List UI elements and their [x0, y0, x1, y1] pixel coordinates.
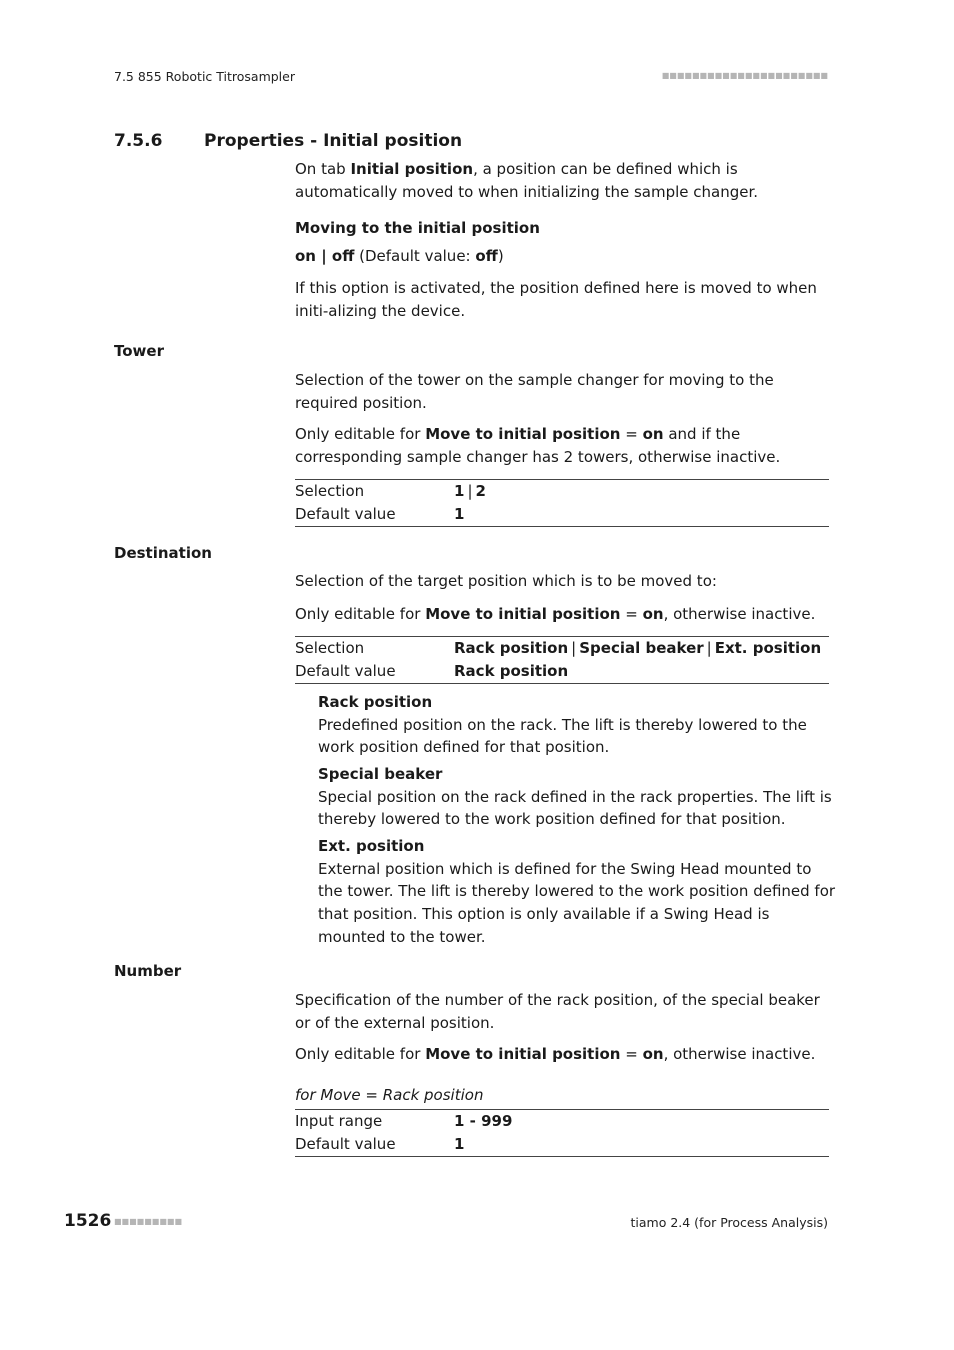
table-value: 1 [454, 505, 465, 523]
table-row [295, 637, 829, 660]
definition-ext-position [318, 835, 838, 949]
footer-dots: ■■■■■■■■■ [114, 1217, 183, 1226]
destination-editable-note: Only editable for Move to initial position = on, otherwise inactive. [295, 605, 816, 623]
intro-paragraph: On tab Initial position, a position can be defined which is automatically moved to when initializing the sample changer. [295, 160, 759, 201]
number-editable-note: Only editable for Move to initial position = on, otherwise inactive. [295, 1045, 816, 1063]
table-key: Selection [295, 482, 365, 500]
definition-text: External position which is defined for the Swing Head mounted to the tower. The lift is thereby lowered to the work position defined for that position. This option is only available if a Swing Head is mounted to the tower. [318, 859, 836, 946]
definition-text: Special position on the rack defined in the rack properties. The lift is thereby lowered to the work position defined for that position. [318, 787, 832, 829]
table-key: Default value [295, 505, 396, 523]
table-row [295, 1110, 829, 1133]
table-value: 1 [454, 1135, 465, 1153]
section-number: 7.5.6 [114, 131, 163, 151]
tower-description: Selection of the tower on the sample changer for moving to the required position. [295, 371, 774, 412]
table-key: Default value [295, 1135, 396, 1153]
tower-editable-note: Only editable for Move to initial position = on and if the corresponding sample changer has 2 towers, otherwise inactive. [295, 425, 781, 466]
definition-rack-position [318, 691, 838, 759]
number-heading: Number [114, 962, 182, 980]
footer-product: tiamo 2.4 (for Process Analysis) [630, 1215, 828, 1230]
table-key: Input range [295, 1112, 383, 1130]
header-dots: ■■■■■■■■■■■■■■■■■■■■■■ [661, 71, 828, 80]
number-description: Specification of the number of the rack position, of the special beaker or of the external position. [295, 991, 820, 1032]
table-row [295, 480, 829, 503]
table-value: Rack position | Special beaker | Ext. position [454, 639, 822, 657]
number-table-caption: for Move = Rack position [295, 1086, 484, 1104]
destination-description: Selection of the target position which is to be moved to: [295, 572, 717, 590]
definition-text: Predefined position on the rack. The lift is thereby lowered to the work position defined for that position. [318, 715, 807, 757]
definition-term: Rack position [318, 693, 433, 711]
table-value: Rack position [454, 662, 569, 680]
number-table [295, 1109, 829, 1157]
destination-heading: Destination [114, 544, 212, 562]
running-header: 7.5 855 Robotic Titrosampler [114, 69, 295, 84]
table-key: Selection [295, 639, 365, 657]
definition-special-beaker [318, 763, 838, 831]
table-row [295, 503, 829, 526]
moving-title: Moving to the initial position [295, 219, 540, 237]
table-value: 1 - 999 [454, 1112, 513, 1130]
table-value: 1 | 2 [454, 482, 486, 500]
section-title: Properties - Initial position [204, 131, 463, 151]
moving-description: If this option is activated, the position defined here is moved to when initi-alizing the device. [295, 279, 817, 320]
table-row [295, 660, 829, 683]
definition-term: Ext. position [318, 837, 425, 855]
moving-values: on | off (Default value: off) [295, 247, 504, 265]
table-key: Default value [295, 662, 396, 680]
definition-term: Special beaker [318, 765, 443, 783]
page-number: 1526 [64, 1211, 112, 1231]
table-row [295, 1133, 829, 1156]
destination-table [295, 636, 829, 684]
tower-table [295, 479, 829, 527]
tower-heading: Tower [114, 342, 164, 360]
